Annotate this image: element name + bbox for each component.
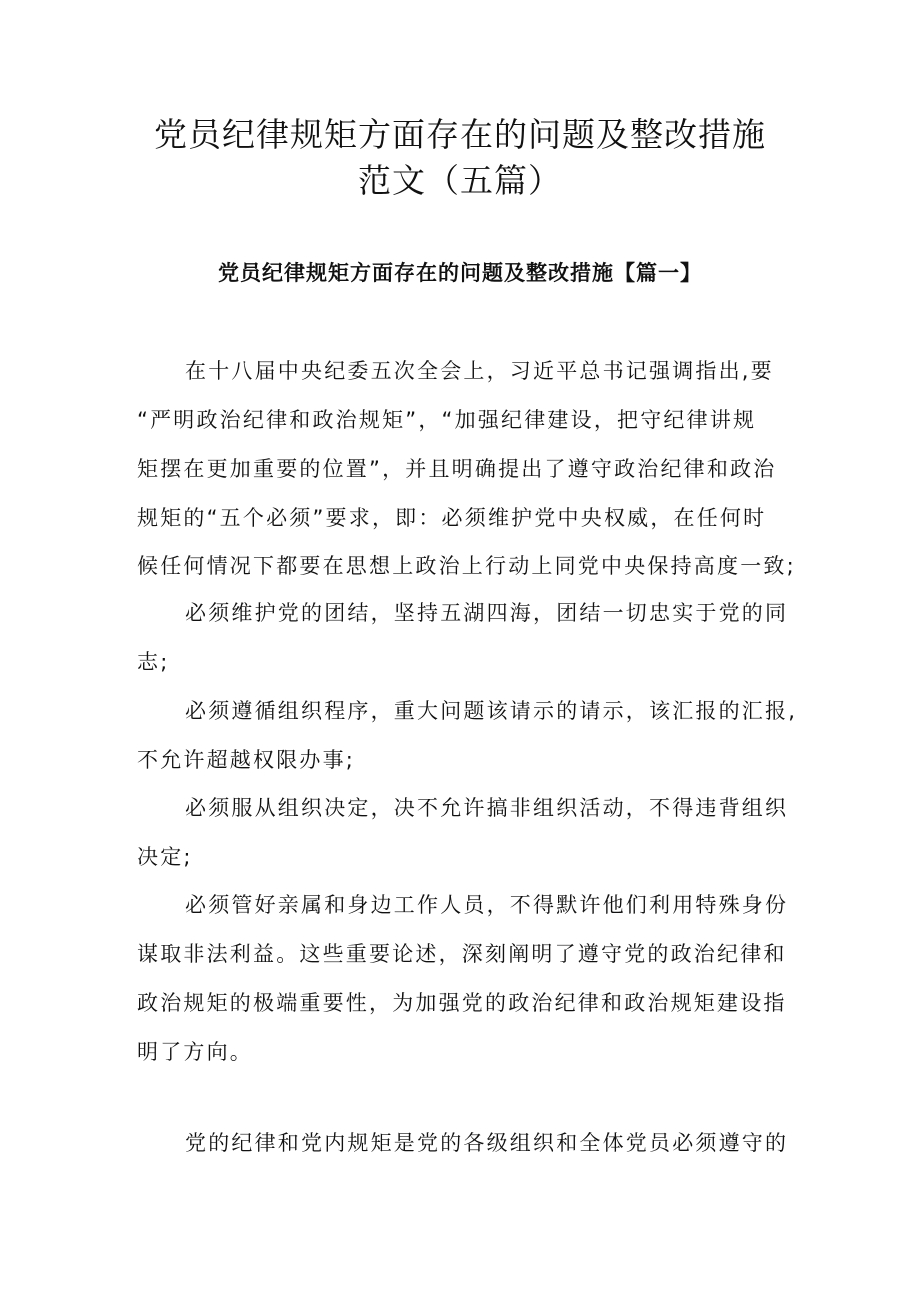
paragraph-line: 必须遵循组织程序，重大问题该请示的请示，该汇报的汇报,	[185, 699, 798, 723]
paragraph-line: 必须管好亲属和身边工作人员，不得默许他们利用特殊身份	[185, 893, 789, 917]
paragraph-line: 决定;	[137, 845, 193, 869]
section-heading: 党员纪律规矩方面存在的问题及整改措施【篇一】	[218, 261, 702, 285]
paragraph-line: 谋取非法利益。这些重要论述，深刻阐明了遵守党的政治纪律和	[137, 942, 787, 966]
document-title-line-2: 范文（五篇）	[358, 161, 562, 200]
paragraph-line: 必须维护党的团结，坚持五湖四海，团结一切忠实于党的同	[185, 601, 789, 625]
paragraph-line: 规矩的“五个必须”要求，即：必须维护党中央权威，在任何时	[137, 506, 767, 530]
paragraph-line: 不允许超越权限办事;	[137, 748, 356, 772]
paragraph-line: 必须服从组织决定，决不允许搞非组织活动，不得违背组织	[185, 796, 789, 820]
paragraph-line: 政治规矩的极端重要性，为加强党的政治纪律和政治规矩建设指	[137, 991, 787, 1015]
paragraph-line: “严明政治纪律和政治规矩”，“加强纪律建设，把守纪律讲规	[137, 408, 757, 432]
paragraph-line: 在十八届中央纪委五次全会上，习近平总书记强调指出,要	[185, 359, 774, 383]
paragraph-line: 党的纪律和党内规矩是党的各级组织和全体党员必须遵守的	[185, 1131, 789, 1155]
paragraph-line: 明了方向。	[137, 1040, 253, 1064]
paragraph-line: 志;	[137, 650, 170, 674]
paragraph-line: 候任何情况下都要在思想上政治上行动上同党中央保持高度一致;	[137, 554, 796, 578]
paragraph-line: 矩摆在更加重要的位置”，并且明确提出了遵守政治纪律和政治	[137, 457, 777, 481]
document-title-line-1: 党员纪律规矩方面存在的问题及整改措施	[154, 115, 766, 154]
